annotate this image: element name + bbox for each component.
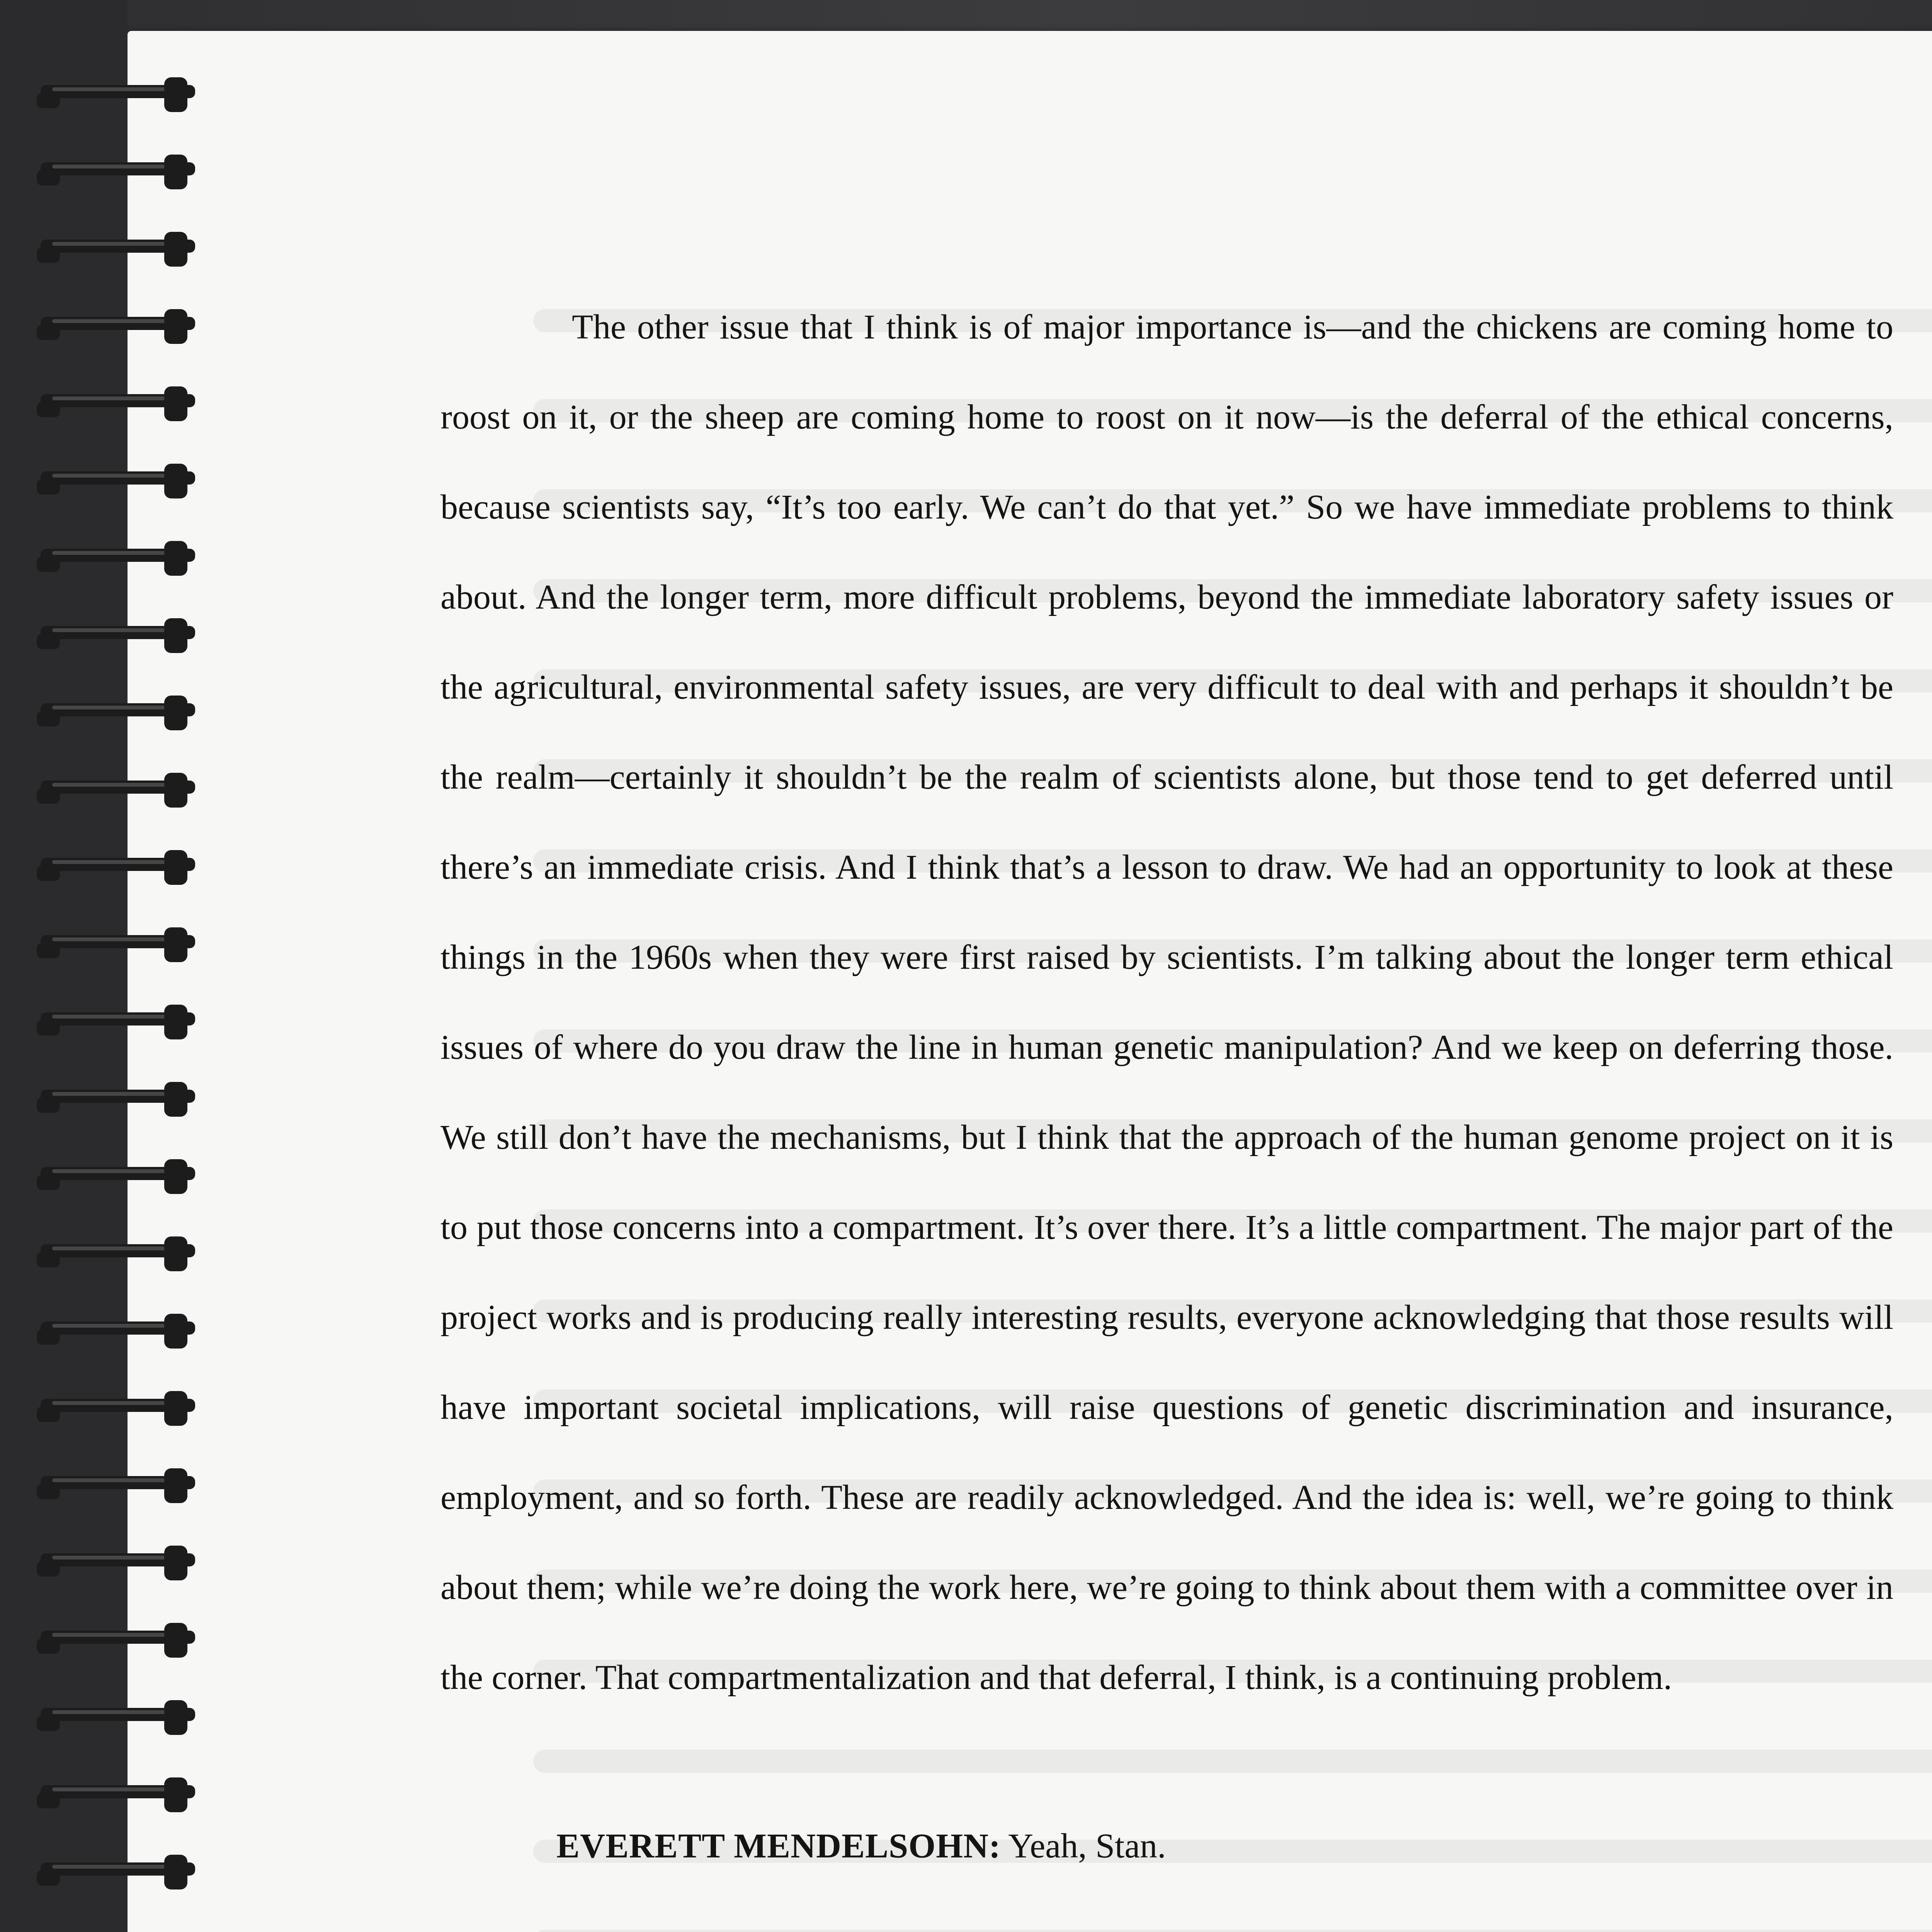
binding-coil: [37, 460, 203, 502]
binding-coil: [37, 846, 203, 889]
binding-coil: [37, 1078, 203, 1121]
binding-coil: [37, 383, 203, 425]
binding-coil: [37, 614, 203, 657]
transcript-paragraph: The other issue that I think is of major importance is—and the chickens are coming home to roost on it, or the sheep are coming home to roost on it now—is the deferral of the ethical concerns, because scientists say, “It’s too early. We can’t do that yet.” So we have immediate problems to think about. And the longer term, more difficult problems, beyond the immediate laboratory safety issues or the agricultural, environmental safety issues, are very difficult to deal with and perhaps it shouldn’t be the realm—certainly it shouldn’t be the realm of scientists alone, but those tend to get deferred until there’s an immediate crisis. And I think that’s a lesson to draw. We had an opportunity to look at these things in the 1960s when they were first raised by scientists. I’m talking about the longer term ethical issues of where do you draw the line in human genetic manipulation? And we keep on deferring those. We still don’t have the mechanisms, but I think that the approach of the human genome project on it is to put those concerns into a compartment. It’s over there. It’s a little compartment. The major part of the project works and is producing really interesting results, everyone acknowledging that those results will have important societal implications, will raise questions of genetic discrimination and insurance, employment, and so forth. These are readily acknowledged. And the idea is: well, we’re going to think about them; while we’re doing the work here, we’re going to think about them with a committee over in the corner. That compartmentalization and that deferral, I think, is a continuing problem.: [440, 308, 1893, 1697]
binding-coil: [37, 1774, 203, 1816]
binding-coil: [37, 228, 203, 270]
speaker-line: [440, 1819, 1893, 1873]
binding-coil: [37, 73, 203, 116]
binding-coil: [37, 1696, 203, 1739]
binding-coil: [37, 1001, 203, 1043]
binding-coil: [37, 692, 203, 734]
binding-coil: [37, 1851, 203, 1893]
binding-coil: [37, 1155, 203, 1198]
binding-coil: [37, 537, 203, 580]
binding-coil: [37, 1928, 203, 1932]
binding-coil: [37, 923, 203, 966]
spiral-binding: [0, 0, 216, 1932]
binding-coil: [37, 1233, 203, 1275]
binding-coil: [37, 151, 203, 193]
binding-coil: [37, 1464, 203, 1507]
binding-coil: [37, 305, 203, 348]
binding-coil: [37, 1542, 203, 1584]
binding-coil: [37, 769, 203, 811]
transcript-body: [440, 282, 1893, 1873]
binding-coil: [37, 1619, 203, 1662]
speaker-name: EVERETT MENDELSOHN:: [556, 1827, 1001, 1865]
speaker-utterance: Yeah, Stan.: [1008, 1827, 1166, 1865]
binding-coil: [37, 1310, 203, 1352]
binding-coil: [37, 1387, 203, 1430]
